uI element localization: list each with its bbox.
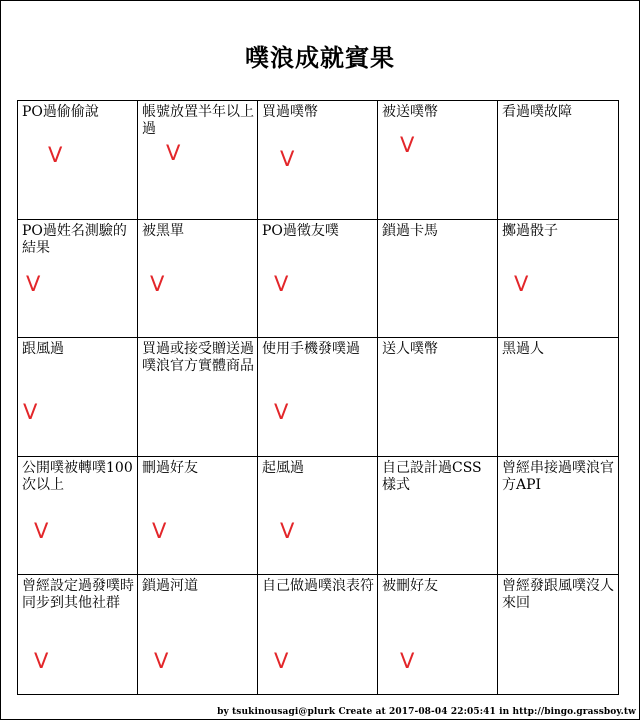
- cell-label: 黑過人: [502, 341, 544, 358]
- bingo-cell: [498, 220, 618, 339]
- bingo-cell: [18, 457, 138, 576]
- cell-label: 曾經串接過噗浪官方API: [502, 459, 614, 493]
- footer-credit: by tsukinousagi@plurk Create at 2017-08-04 22:05:41 in http://bingo.grassboy.tw: [217, 707, 636, 717]
- check-mark: V: [514, 271, 529, 296]
- check-mark: V: [23, 400, 38, 425]
- bingo-cell: [498, 101, 618, 220]
- check-mark: V: [34, 518, 49, 543]
- cell-label: PO過偷偷說: [22, 104, 99, 120]
- check-mark: V: [48, 143, 63, 167]
- bingo-cell: [258, 338, 378, 457]
- bingo-cell: [138, 220, 258, 339]
- cell-label: 帳號放置半年以上過: [142, 104, 254, 137]
- check-mark: V: [280, 147, 295, 171]
- bingo-cell: [378, 101, 498, 220]
- check-mark: V: [34, 649, 49, 674]
- cell-label: PO過徵友噗: [262, 222, 339, 239]
- cell-label: 自己做過噗浪表符: [262, 578, 374, 595]
- bingo-cell: [258, 101, 378, 220]
- page-title: 噗浪成就賓果: [245, 43, 395, 72]
- check-mark: V: [154, 649, 169, 674]
- bingo-cell: [498, 575, 618, 694]
- check-mark: V: [26, 271, 41, 296]
- cell-label: 被送噗幣: [382, 104, 438, 120]
- cell-label: 被刪好友: [382, 578, 438, 595]
- check-mark: V: [400, 649, 415, 674]
- cell-label: 使用手機發噗過: [262, 341, 360, 358]
- cell-label: 刪過好友: [142, 459, 198, 476]
- bingo-cell: [378, 338, 498, 457]
- cell-label: PO過姓名測驗的結果: [22, 222, 127, 256]
- check-mark: V: [166, 141, 181, 165]
- bingo-cell: [18, 101, 138, 220]
- check-mark: V: [152, 518, 167, 543]
- cell-label: 鎖過卡馬: [382, 222, 438, 239]
- bingo-cell: [18, 338, 138, 457]
- check-mark: V: [274, 271, 289, 296]
- bingo-cell: [138, 101, 258, 220]
- bingo-cell: [258, 457, 378, 576]
- cell-label: 起風過: [262, 459, 304, 476]
- bingo-cell: [138, 338, 258, 457]
- bingo-cell: [138, 575, 258, 694]
- check-mark: V: [274, 400, 289, 425]
- cell-label: 看過噗故障: [502, 104, 572, 120]
- bingo-cell: [498, 338, 618, 457]
- cell-label: 買過或接受贈送過噗浪官方實體商品: [142, 341, 254, 375]
- bingo-cell: [378, 220, 498, 339]
- cell-label: 公開噗被轉噗100次以上: [22, 459, 133, 493]
- cell-label: 自己設計過CSS樣式: [382, 459, 482, 493]
- bingo-grid: [17, 100, 619, 695]
- bingo-cell: [258, 575, 378, 694]
- bingo-cell: [18, 575, 138, 694]
- bingo-cell: [258, 220, 378, 339]
- check-mark: V: [150, 271, 165, 296]
- bingo-cell: [18, 220, 138, 339]
- check-mark: V: [274, 649, 289, 674]
- bingo-cell: [378, 457, 498, 576]
- cell-label: 被黑單: [142, 222, 184, 239]
- cell-label: 跟風過: [22, 341, 64, 358]
- cell-label: 鎖過河道: [142, 578, 198, 595]
- check-mark: V: [280, 518, 295, 543]
- cell-label: 送人噗幣: [382, 341, 438, 358]
- cell-label: 曾經發跟風噗沒人來回: [502, 578, 614, 612]
- cell-label: 買過噗幣: [262, 104, 318, 120]
- bingo-cell: [138, 457, 258, 576]
- check-mark: V: [400, 133, 415, 157]
- cell-label: 擲過骰子: [502, 222, 558, 239]
- bingo-cell: [378, 575, 498, 694]
- bingo-cell: [498, 457, 618, 576]
- cell-label: 曾經設定過發噗時同步到其他社群: [22, 578, 134, 612]
